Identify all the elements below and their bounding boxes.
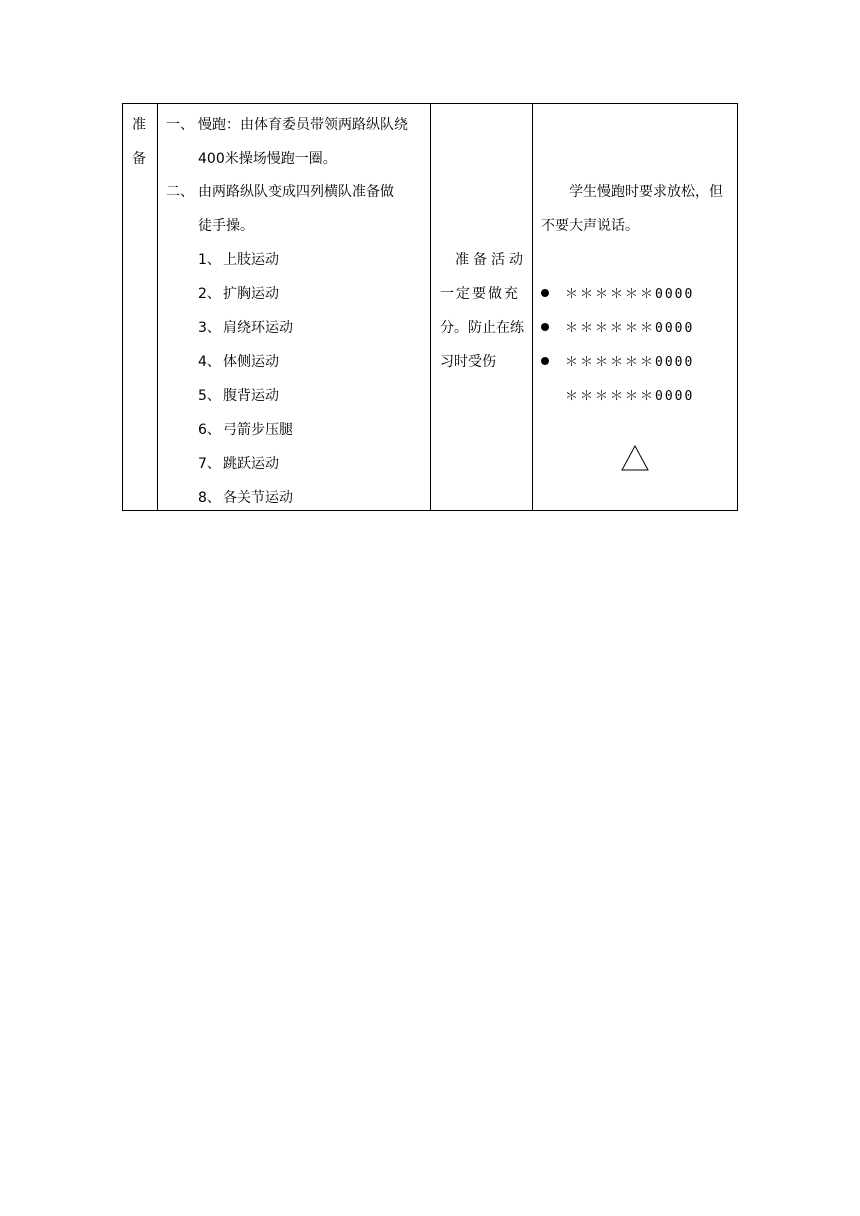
exercise-name: 扩胸运动 (223, 286, 279, 302)
caution-text: 习时受伤 (440, 354, 496, 370)
organization-cell (533, 104, 738, 510)
item-text: 400米操场慢跑一圈。 (198, 151, 337, 167)
formation-text: ＊＊＊＊＊＊0000 (565, 389, 695, 404)
item-text: 由两路纵队变成四列横队准备做 (198, 184, 394, 200)
section-heading-char: 备 (132, 151, 146, 167)
exercise-name: 体侧运动 (223, 354, 279, 370)
caution-text: 分。防止在练 (440, 320, 524, 336)
exercise-number: 8、 (198, 490, 221, 506)
exercise-name: 跳跃运动 (223, 456, 279, 472)
formation-text: ＊＊＊＊＊＊0000 (565, 321, 695, 336)
exercise-name: 弓箭步压腿 (223, 422, 293, 438)
note-text: 学生慢跑时要求放松，但 (569, 184, 723, 200)
exercise-number: 6、 (198, 422, 221, 438)
caution-text: 准备活动 (455, 252, 527, 268)
exercise-number: 5、 (198, 388, 221, 404)
section-heading-cell (123, 104, 158, 510)
formation-text: ＊＊＊＊＊＊0000 (565, 287, 695, 302)
exercise-name: 各关节运动 (223, 490, 293, 506)
exercise-number: 4、 (198, 354, 221, 370)
lesson-plan-table (122, 103, 738, 511)
formation-row (565, 385, 694, 404)
exercise-number: 3、 (198, 320, 221, 336)
exercise-number: 7、 (198, 456, 221, 472)
formation-text: ＊＊＊＊＊＊0000 (565, 355, 695, 370)
content-cell (158, 104, 431, 510)
item-prefix: 二、 (166, 184, 194, 200)
formation-row (541, 317, 694, 336)
item-prefix: 一、 (166, 117, 194, 133)
formation-row (541, 351, 694, 370)
teacher-dot-icon (541, 357, 549, 365)
item-text: 徒手操。 (198, 218, 254, 234)
teacher-triangle-icon (621, 445, 649, 471)
exercise-number: 2、 (198, 286, 221, 302)
formation-row (541, 283, 694, 302)
caution-text: 一定要做充 (440, 286, 520, 302)
exercise-name: 上肢运动 (223, 252, 279, 268)
exercise-name: 肩绕环运动 (223, 320, 293, 336)
teacher-dot-icon (541, 323, 549, 331)
exercise-number: 1、 (198, 252, 221, 268)
item-text: 慢跑：由体育委员带领两路纵队绕 (198, 117, 408, 133)
section-heading-char: 准 (132, 117, 146, 133)
caution-cell (431, 104, 532, 510)
exercise-name: 腹背运动 (223, 388, 279, 404)
note-text: 不要大声说话。 (541, 218, 639, 234)
teacher-dot-icon (541, 289, 549, 297)
